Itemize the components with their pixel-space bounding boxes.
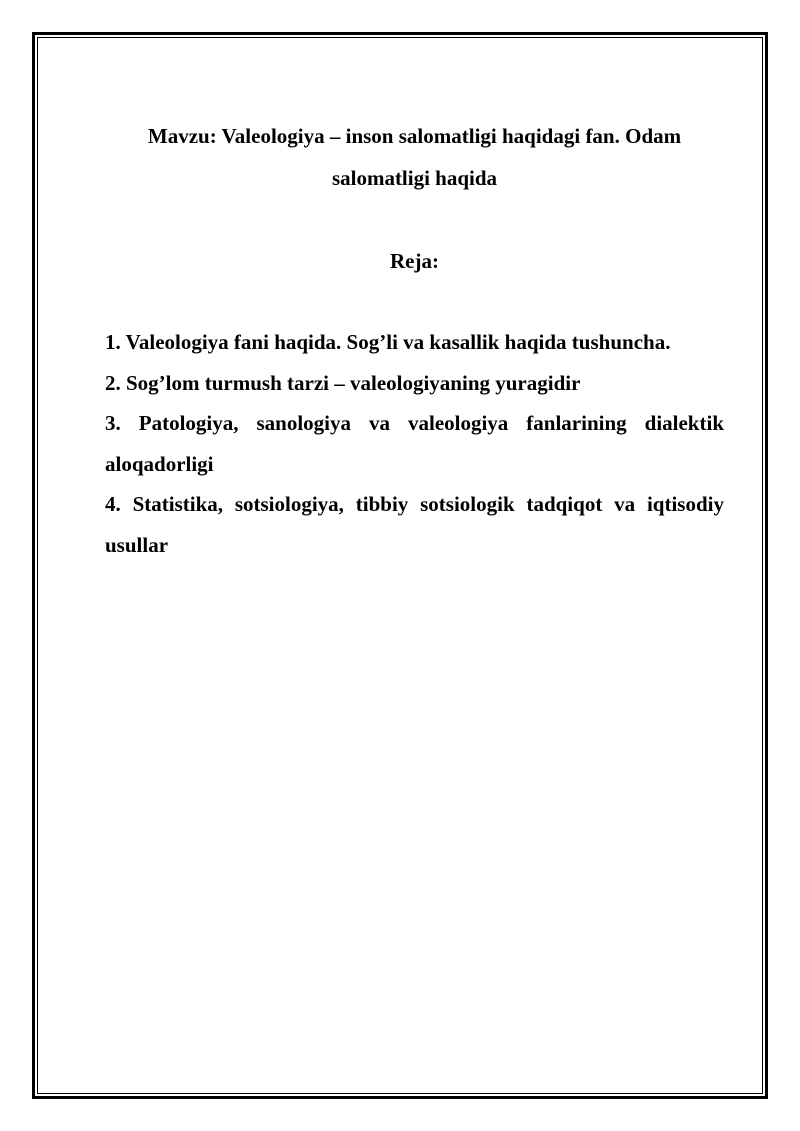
plan-item-3: 3. Patologiya, sanologiya va valeologiya fanlarining dialektik aloqadorligi [105, 411, 724, 476]
page-content [105, 115, 724, 565]
document-title: Mavzu: Valeologiya – inson salomatligi haqidagi fan. Odam salomatligi haqida [147, 124, 682, 190]
plan-item-1: 1. Valeologiya fani haqida. Sog’li va kasallik haqida tushuncha. [105, 330, 671, 354]
plan-list [105, 322, 724, 565]
plan-item-2: 2. Sog’lom turmush tarzi – valeologiyaning yuragidir [105, 370, 581, 395]
plan-heading: Reja: [390, 249, 439, 273]
plan-item-4: 4. Statistika, sotsiologiya, tibbiy sotsiologik tadqiqot va iqtisodiy usullar [105, 492, 724, 557]
